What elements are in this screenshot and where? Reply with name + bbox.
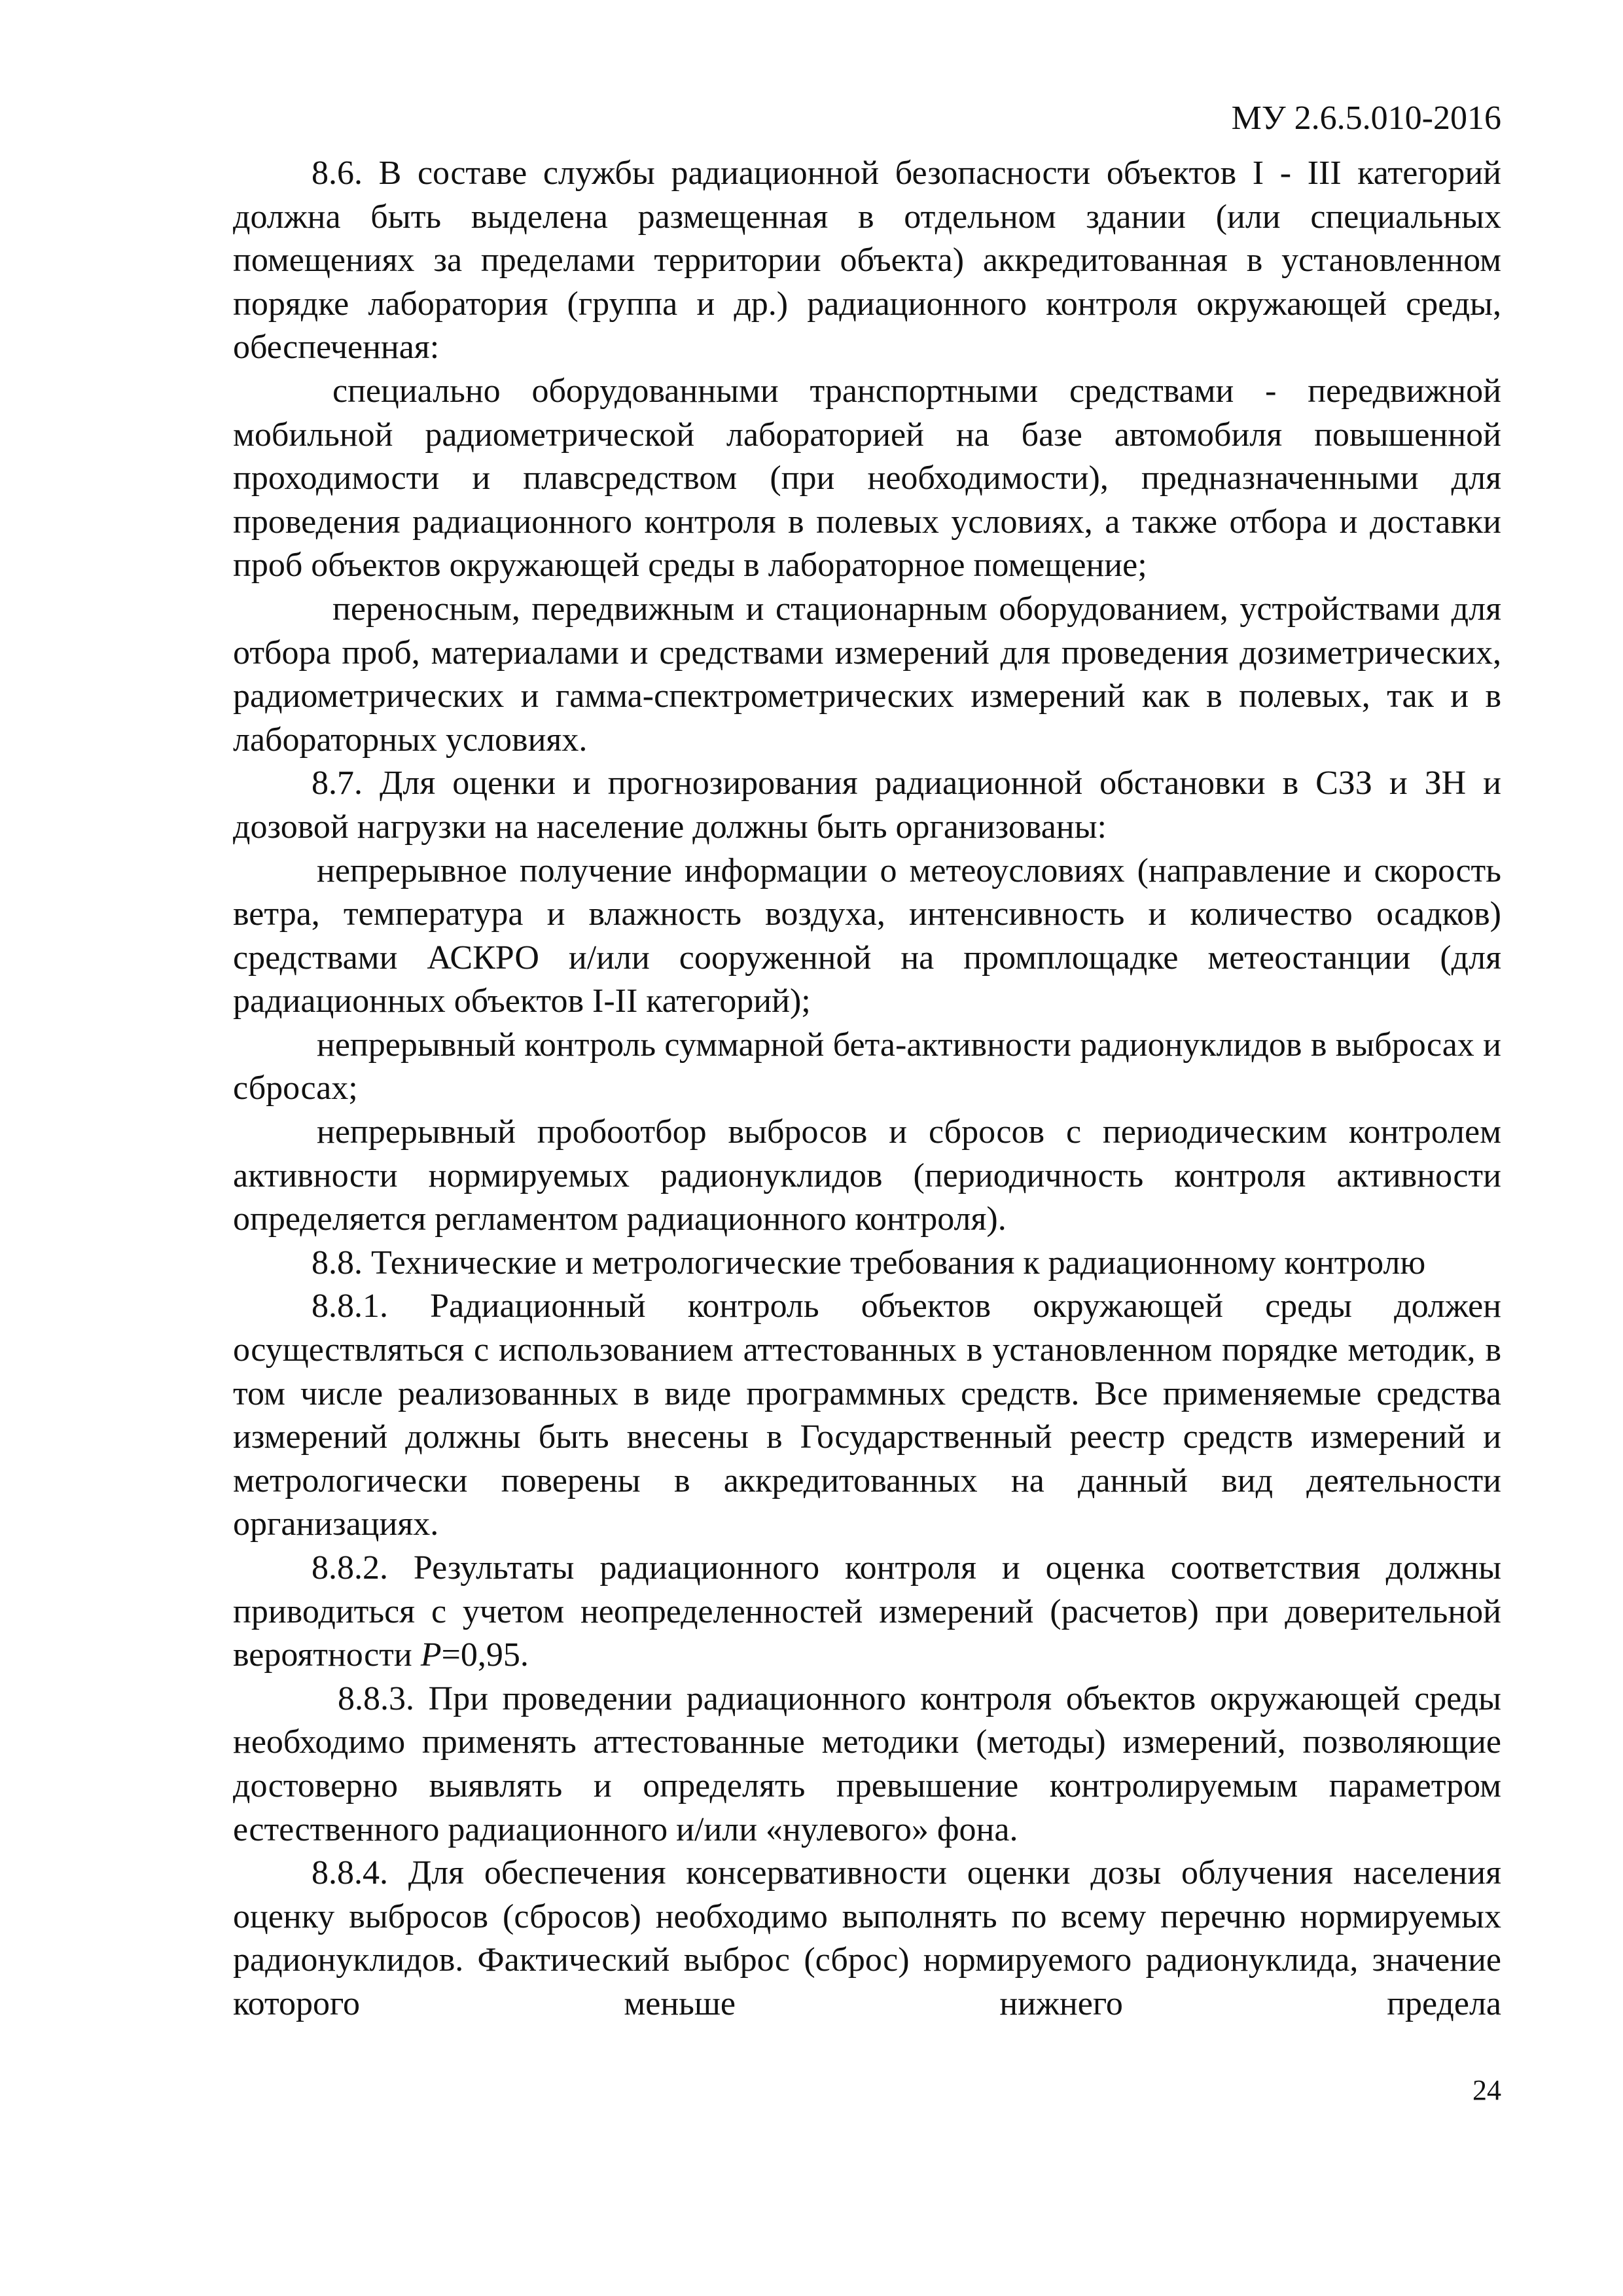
paragraph-meteo: непрерывное получение информации о метеоусловиях (направление и скорость ветра, температура и влажность воздуха, интенсивность и количество осадков) средствами АСКРО и/или сооруженной на промплощадке метеостанции (для радиационных объектов I-II категорий);	[233, 852, 1501, 1020]
paragraph-8-8-2-text: 8.8.2. Результаты радиационного контроля и оценка соответствия должны приводиться с учетом неопределенностей измерений (расчетов) при доверительной вероятности	[233, 1549, 1501, 1674]
paragraph-8-8: 8.8. Технические и метрологические требования к радиационному контролю	[312, 1244, 1426, 1282]
paragraph-8-7: 8.7. Для оценки и прогнозирования радиационной обстановки в СЗЗ и ЗН и дозовой нагрузки на население должны быть организованы:	[233, 764, 1501, 846]
paragraph-8-6: 8.6. В составе службы радиационной безопасности объектов I - III категорий должна быть выделена размещенная в отдельном здании (или специальных помещениях за пределами территории объекта) аккредитованная в установленном порядке лаборатория (группа и др.) радиационного контроля окружающей среды, обеспеченная:	[233, 154, 1501, 367]
probability-symbol: P	[420, 1636, 442, 1674]
paragraph-8-8-3: 8.8.3. При проведении радиационного контроля объектов окружающей среды необходимо применять аттестованные методики (методы) измерений, позволяющие достоверно выявлять и определять превышение контролируемым параметром естественного радиационного и/или «нулевого» фона.	[233, 1679, 1501, 1848]
paragraph-beta-control: непрерывный контроль суммарной бета-активности радионуклидов в выбросах и сбросах;	[233, 1026, 1501, 1107]
paragraph-sampling: непрерывный пробоотбор выбросов и сбросов с периодическим контролем активности нормируемых радионуклидов (периодичность контроля активности определяется регламентом радиационного контроля).	[233, 1113, 1501, 1238]
paragraph-8-8-1: 8.8.1. Радиационный контроль объектов окружающей среды должен осуществляться с использованием аттестованных в установленном порядке методик, в том числе реализованных в виде программных средств. Все применяемые средства измерений должны быть внесены в Государственный реестр средств измерений и метрологически поверены в аккредитованных на данный вид деятельности организациях.	[233, 1287, 1501, 1543]
document-body	[233, 152, 1501, 2026]
page-number: 24	[1472, 2074, 1501, 2106]
probability-value: =0,95.	[441, 1636, 529, 1674]
paragraph-transport: специально оборудованными транспортными средствами - передвижной мобильной радиометрической лабораторией на базе автомобиля повышенной проходимости и плавсредством (при необходимости), предназначенными для проведения радиационного контроля в полевых условиях, а также отбора и доставки проб объектов окружающей среды в лабораторное помещение;	[233, 372, 1501, 584]
paragraph-8-8-4: 8.8.4. Для обеспечения консервативности оценки дозы облучения населения оценку выбросов (сбросов) необходимо выполнять по всему перечню нормируемых радионуклидов. Фактический выброс (сброс) нормируемого радионуклида, значение которого меньше нижнего предела	[233, 1854, 1501, 2022]
document-header: МУ 2.6.5.010-2016	[1231, 99, 1501, 137]
paragraph-8-8-2	[233, 1547, 1501, 1677]
paragraph-equipment: переносным, передвижным и стационарным оборудованием, устройствами для отбора проб, материалами и средствами измерений для проведения дозиметрических, радиометрических и гамма-спектрометрических измерений как в полевых, так и в лабораторных условиях.	[233, 590, 1501, 759]
